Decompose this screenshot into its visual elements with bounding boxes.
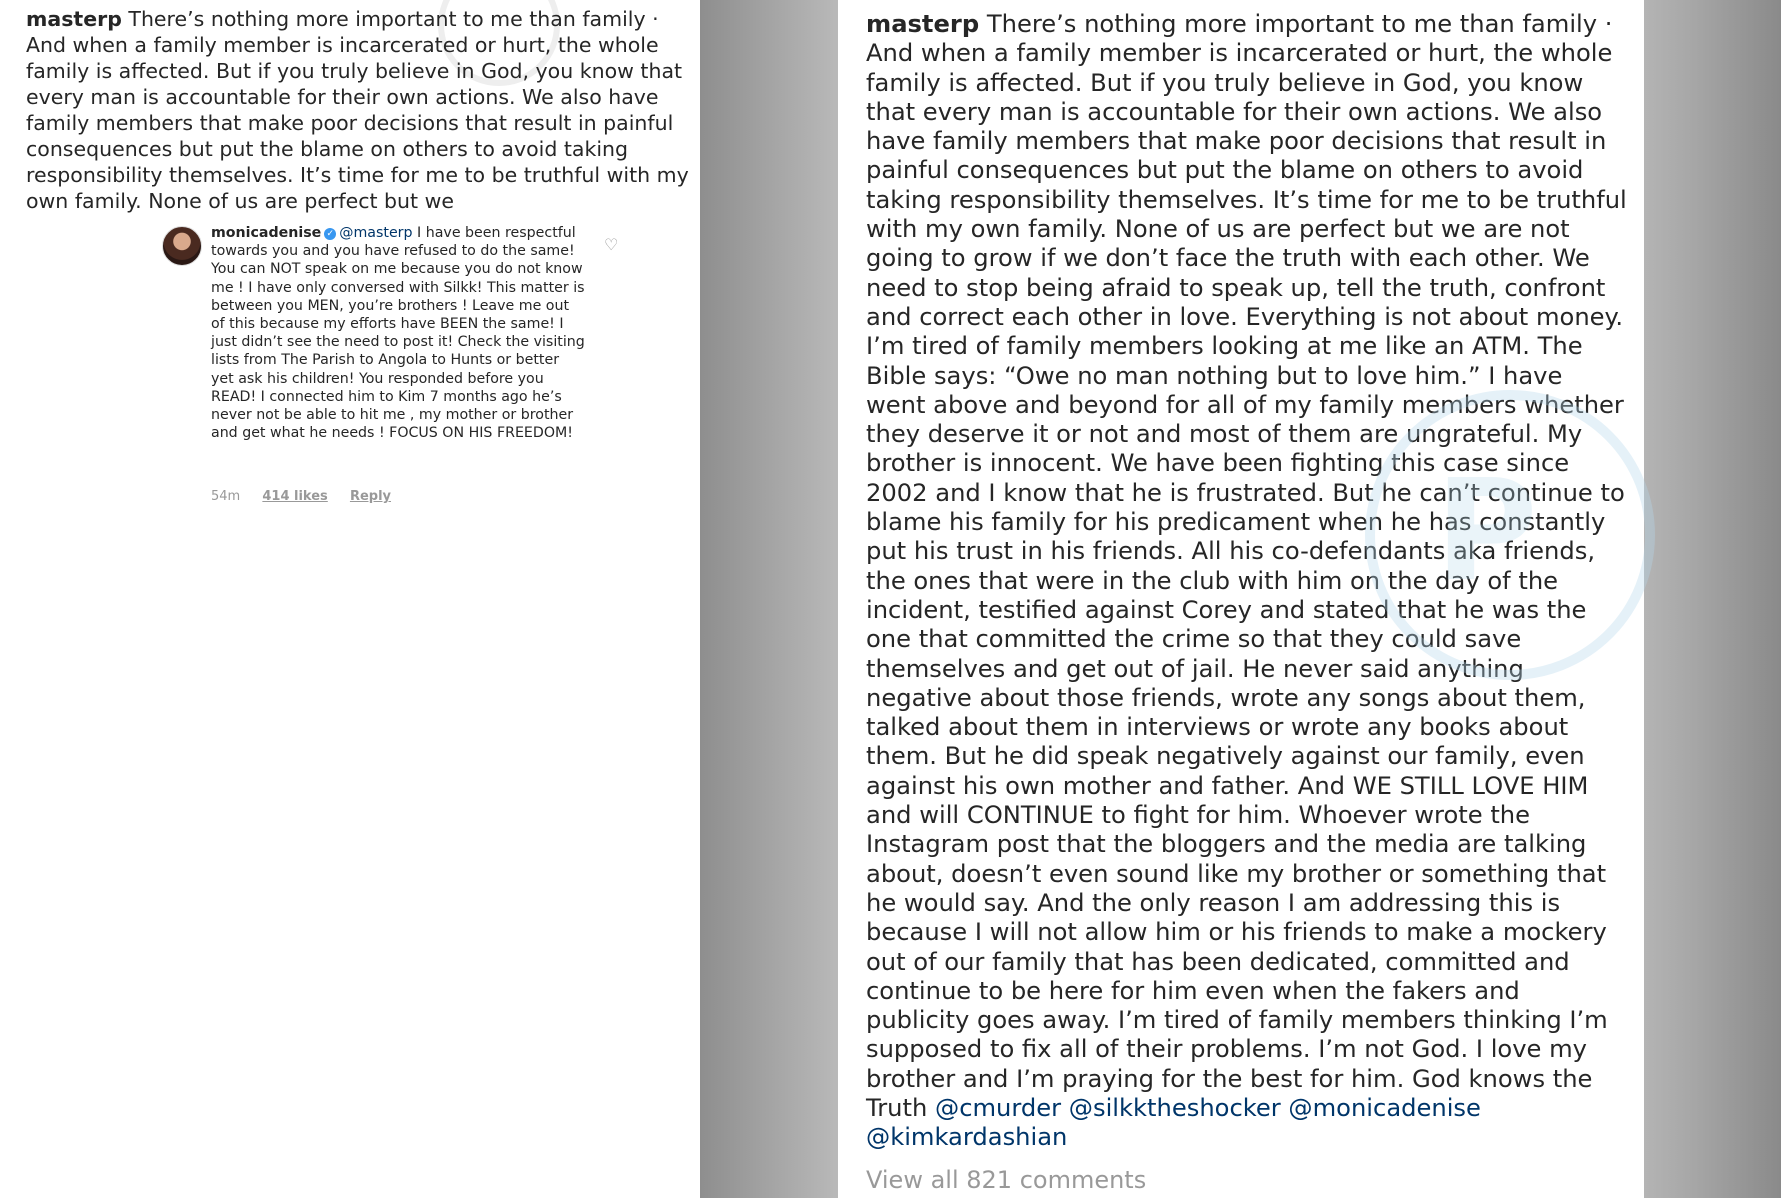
comment-meta [211, 489, 409, 504]
heart-icon[interactable]: ♡ [604, 235, 619, 254]
comment-body [211, 224, 586, 442]
caption-body: There’s nothing more important to me than family · And when a family member is incarcerated or hurt, the whole family is affected. But if you truly believe in God, you know that every man is accountable for their own actions. We also have family members that make poor decisions that result in painful consequences but put the blame on others to avoid taking responsibility themselves. It’s time for me to be truthful with my own family. None of us are perfect but we are not going to grow if we don’t face the truth with each other. We need to stop being afraid to speak up, tell the truth, confront and correct each other in love. Everything is not about money. I’m tired of family members looking at me like an ATM. The Bible says: “Owe no man nothing but to love him.” I have went above and beyond for all of my family members whether they deserve it or not and most of them are ungrateful. My brother is innocent. We have been fighting this case since 2002 and I know that he is frustrated. But he can’t continue to blame his family for his predicament when he has constantly put his trust in his friends. All his co-defendants aka friends, the ones that were in the club with him on the day of the incident, testified against Corey and stated that he was the one that committed the crime so that they could save themselves and get out of jail. He never said anything negative about those friends, wrote any songs about them, talked about them in interviews or wrote any books about them. But he did speak negatively against our family, even against his own mother and father. And WE STILL LOVE HIM and will CONTINUE to fight for him. Whoever wrote the Instagram post that the bloggers and the media are talking about, doesn’t even sound like my brother or something that he would say. And the only reason I am addressing this is because I will not allow him or his friends to make a mockery out of our family that has been dedicated, committed and continue to be here for him even when the fakers and publicity goes away. I’m tired of family members thinking I’m supposed to fix all of their problems. I’m not God. I love my brother and I’m praying for the best for him. God knows the Truth [866, 10, 1627, 1122]
comment-text: I have been respectful towards you and you have refused to do the same! You can NOT speak on me because you do not know me ! I have only conversed with Silkk! This matter is between you MEN, you’re brothers ! Leave me out of this because my efforts have BEEN the same! I just didn’t see the need to post it! Check the visiting lists from The Parish to Angola to Hunts or better yet ask his children! You responded before you READ! I connected him to Kim 7 months ago he’s never not be able to hit me , my mother or brother and get what he needs ! FOCUS ON HIS FREEDOM! [211, 225, 585, 442]
avatar[interactable] [162, 226, 202, 266]
view-all-comments-link[interactable]: View all 821 comments [866, 1166, 1147, 1194]
tag-link[interactable]: @silkktheshocker [1068, 1093, 1281, 1122]
watermark-letter: P [1435, 450, 1538, 613]
left-screenshot [0, 0, 700, 1198]
post-caption-text: There’s nothing more important to me than family · And when a family member is incarcerated or hurt, the whole family is affected. But if you truly believe in God, you know that every man is accountable for their own actions. We also have family members that make poor decisions that result in painful consequences but put the blame on others to avoid taking responsibility themselves. It’s time for me to be truthful with my own family. None of us are perfect but we [26, 7, 689, 213]
tag-link[interactable]: @cmurder [935, 1093, 1062, 1122]
comment-username[interactable]: monicadenise [211, 225, 322, 241]
post-caption-excerpt [26, 6, 698, 214]
reply-button[interactable]: Reply [349, 489, 392, 504]
comment-time: 54m [211, 489, 241, 504]
comment-likes-link[interactable]: 414 likes [262, 489, 328, 504]
verified-badge-icon: ✓ [324, 228, 336, 240]
post-caption-full [866, 10, 1628, 1153]
comment-mention[interactable]: @masterp [339, 225, 413, 241]
post-username[interactable]: masterp [26, 7, 122, 31]
post-username-large[interactable]: masterp [866, 10, 980, 38]
tag-link[interactable]: @monicadenise [1288, 1093, 1481, 1122]
tag-link[interactable]: @kimkardashian [866, 1123, 1068, 1152]
post-card [838, 0, 1644, 1198]
